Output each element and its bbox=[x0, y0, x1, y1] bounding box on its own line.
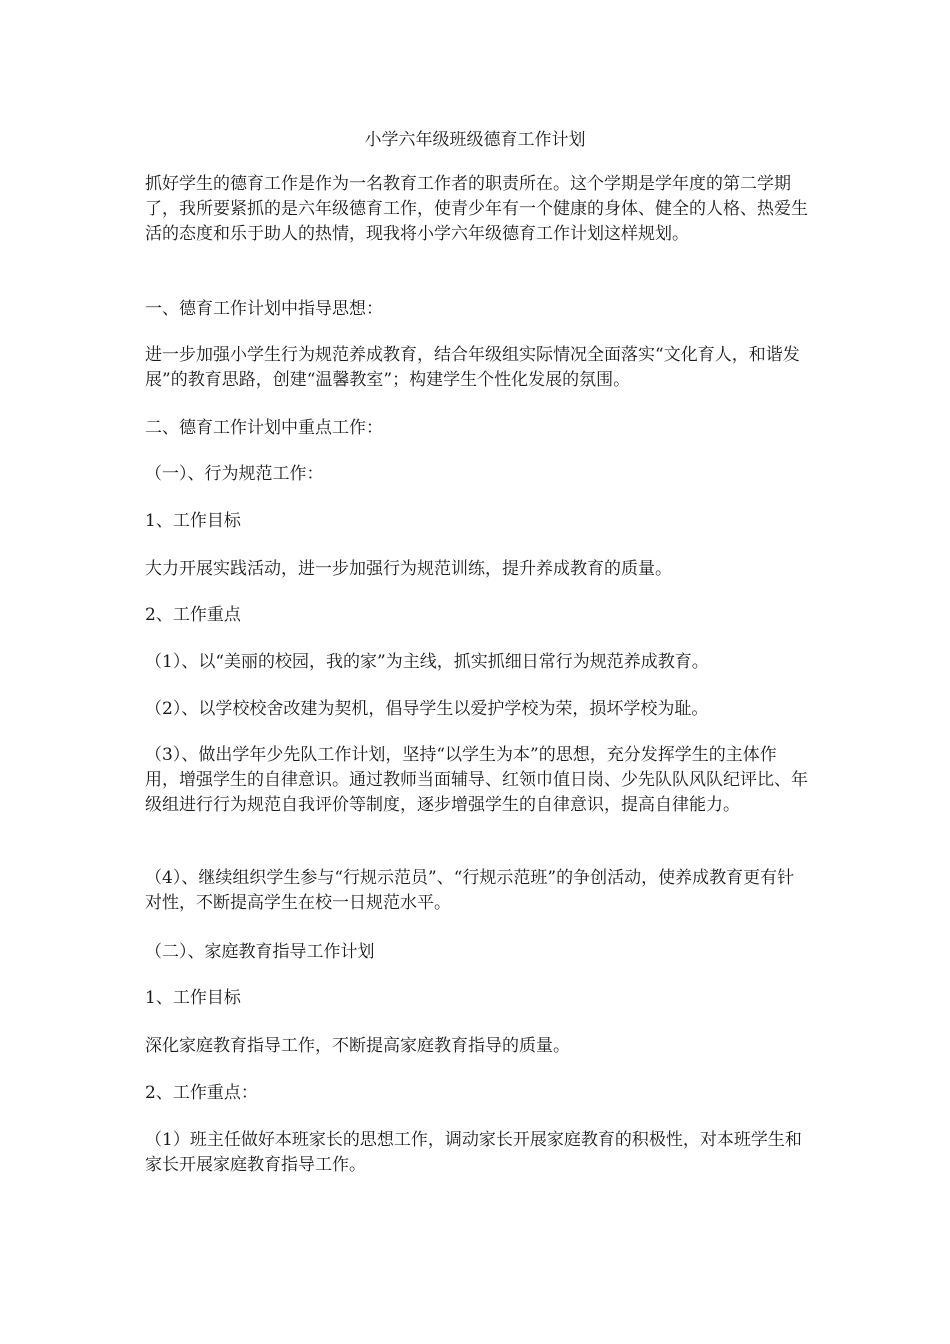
item-heading-focus-1: 2、工作重点 bbox=[145, 605, 241, 625]
focus-item-3: （3）、做出学年少先队工作计划，坚持“以学生为本”的思想，充分发挥学生的主体作用，增强学生的自律意识。通过教师当面辅导、红领巾值日岗、少先队队风队纪评比、年级组进行行为规范自我评价等制度，逐步增强学生的自律意识，提高自律能力。 bbox=[145, 745, 808, 815]
document-title: 小学六年级班级德育工作计划 bbox=[364, 130, 586, 150]
section-heading-guiding-thought: 一、德育工作计划中指导思想： bbox=[145, 299, 383, 319]
guiding-thought-paragraph: 进一步加强小学生行为规范养成教育，结合年级组实际情况全面落实“文化育人，和谐发展”的教育思路，创建“温馨教室”；构建学生个性化发展的氛围。 bbox=[145, 345, 800, 390]
focus-item-2: （2）、以学校校舍改建为契机，倡导学生以爱护学校为荣，损坏学校为耻。 bbox=[145, 699, 709, 719]
intro-paragraph: 抓好学生的德育工作是作为一名教育工作者的职责所在。这个学期是学年度的第二学期了，我所要紧抓的是六年级德育工作，使青少年有一个健康的身体、健全的人格、热爱生活的态度和乐于助人的热情，现我将小学六年级德育工作计划这样规划。 bbox=[145, 174, 808, 244]
item-heading-goal-1: 1、工作目标 bbox=[145, 511, 241, 531]
focus-item-1: （1）、以“美丽的校园，我的家”为主线，抓实抓细日常行为规范养成教育。 bbox=[145, 652, 709, 672]
section-heading-key-work: 二、德育工作计划中重点工作： bbox=[145, 418, 383, 438]
family-focus-item-1: （1）班主任做好本班家长的思想工作，调动家长开展家庭教育的积极性，对本班学生和家长开展家庭教育指导工作。 bbox=[145, 1130, 802, 1175]
item-heading-goal-2: 1、工作目标 bbox=[145, 988, 241, 1008]
goal-paragraph-2: 深化家庭教育指导工作，不断提高家庭教育指导的质量。 bbox=[145, 1036, 570, 1056]
goal-paragraph-1: 大力开展实践活动，进一步加强行为规范训练，提升养成教育的质量。 bbox=[145, 559, 672, 579]
subsection-heading-behavior: （一）、行为规范工作： bbox=[145, 464, 324, 484]
focus-item-4: （4）、继续组织学生参与“行规示范员”、“行规示范班”的争创活动，使养成教育更有针对性，不断提高学生在校一日规范水平。 bbox=[145, 868, 795, 913]
subsection-heading-family: （二）、家庭教育指导工作计划 bbox=[145, 942, 375, 962]
item-heading-focus-2: 2、工作重点： bbox=[145, 1083, 258, 1103]
